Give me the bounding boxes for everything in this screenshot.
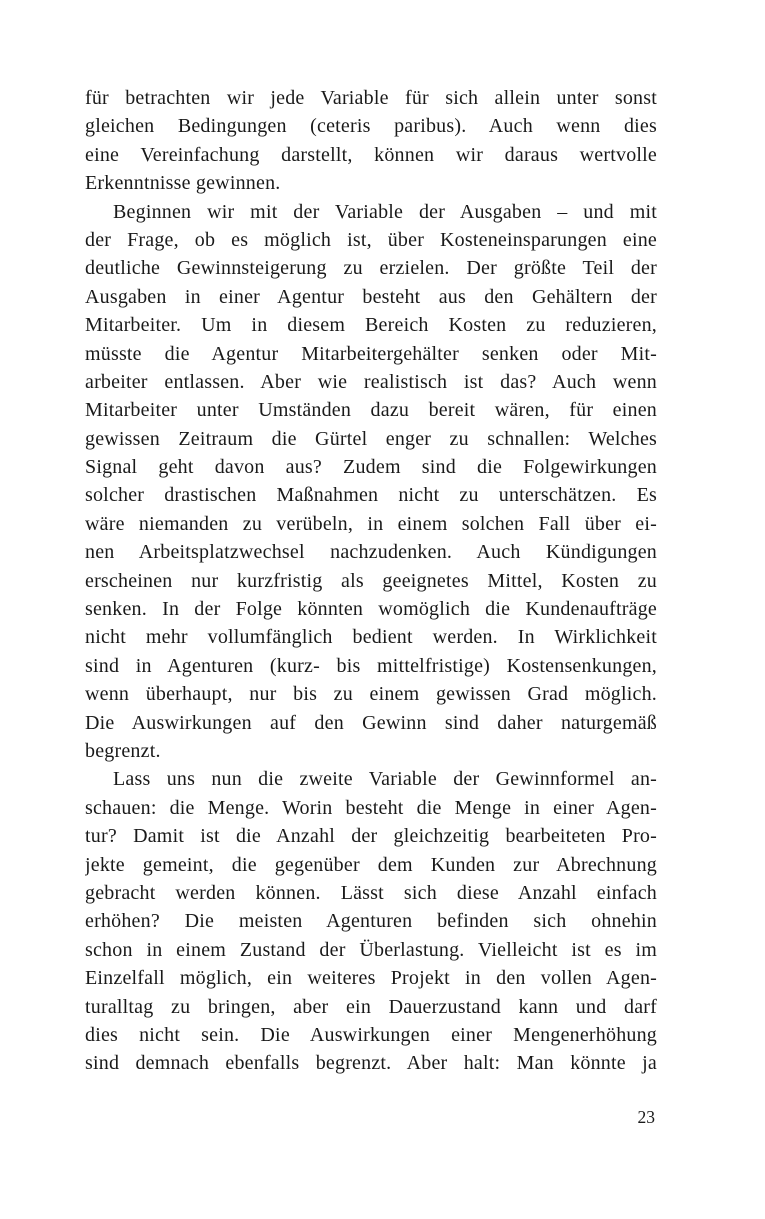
text-line: begrenzt. [85,739,161,762]
text-line: sind demnach ebenfalls begrenzt. Aber halt: Man könnte ja [85,1052,657,1075]
paragraph [85,84,657,198]
text-line: nen Arbeitsplatzwechsel nachzudenken. Auch Kündigungen [85,541,657,564]
text-line: jekte gemeint, die gegenüber dem Kunden zur Abrechnung [85,853,657,876]
text-line: nicht mehr vollumfänglich bedient werden. In Wirklichkeit [85,626,657,649]
text-line: eine Vereinfachung darstellt, können wir daraus wertvolle [85,143,657,166]
text-line: gebracht werden können. Lässt sich diese Anzahl einfach [85,881,657,904]
text-line: tur? Damit ist die Anzahl der gleichzeitig bearbeiteten Pro- [85,825,657,848]
text-line: Die Auswirkungen auf den Gewinn sind daher naturgemäß [85,711,657,734]
text-line: schauen: die Menge. Worin besteht die Menge in einer Agen- [85,796,657,819]
text-line: Ausgaben in einer Agentur besteht aus den Gehältern der [85,285,657,308]
text-line: turalltag zu bringen, aber ein Dauerzustand kann und darf [85,995,657,1018]
text-line: erscheinen nur kurzfristig als geeignetes Mittel, Kosten zu [85,569,657,592]
text-line: erhöhen? Die meisten Agenturen befinden sich ohnehin [85,910,657,933]
text-line: arbeiter entlassen. Aber wie realistisch ist das? Auch wenn [85,370,657,393]
paragraph [85,198,657,766]
text-line: Mitarbeiter. Um in diesem Bereich Kosten zu reduzieren, [85,314,657,337]
text-line: Erkenntnisse gewinnen. [85,172,281,195]
text-line: der Frage, ob es möglich ist, über Kosteneinsparungen eine [85,228,657,251]
text-line: Lass uns nun die zweite Variable der Gewinnformel an- [113,768,657,791]
text-line: Mitarbeiter unter Umständen dazu bereit wären, für einen [85,399,657,422]
page-number: 23 [637,1107,655,1127]
text-line: wenn überhaupt, nur bis zu einem gewissen Grad möglich. [85,683,657,706]
text-line: dies nicht sein. Die Auswirkungen einer Mengenerhöhung [85,1023,657,1046]
paragraph [85,765,657,1077]
text-line: solcher drastischen Maßnahmen nicht zu unterschätzen. Es [85,484,657,507]
text-line: gewissen Zeitraum die Gürtel enger zu schnallen: Welches [85,427,657,450]
text-line: Signal geht davon aus? Zudem sind die Folgewirkungen [85,456,657,479]
text-line: schon in einem Zustand der Überlastung. Vielleicht ist es im [85,938,657,961]
text-line: senken. In der Folge könnten womöglich die Kundenaufträge [85,598,657,621]
text-line: deutliche Gewinnsteigerung zu erzielen. Der größte Teil der [85,257,657,280]
text-line: müsste die Agentur Mitarbeitergehälter senken oder Mit- [85,342,657,365]
body-text [85,84,657,1078]
text-line: Beginnen wir mit der Variable der Ausgaben – und mit [113,200,657,223]
text-line: Einzelfall möglich, ein weiteres Projekt in den vollen Agen- [85,967,657,990]
text-line: gleichen Bedingungen (ceteris paribus). Auch wenn dies [85,115,657,138]
text-line: wäre niemanden zu verübeln, in einem solchen Fall über ei- [85,512,657,535]
text-line: für betrachten wir jede Variable für sich allein unter sonst [85,87,657,109]
text-line: sind in Agenturen (kurz- bis mittelfristige) Kostensenkungen, [85,654,657,677]
